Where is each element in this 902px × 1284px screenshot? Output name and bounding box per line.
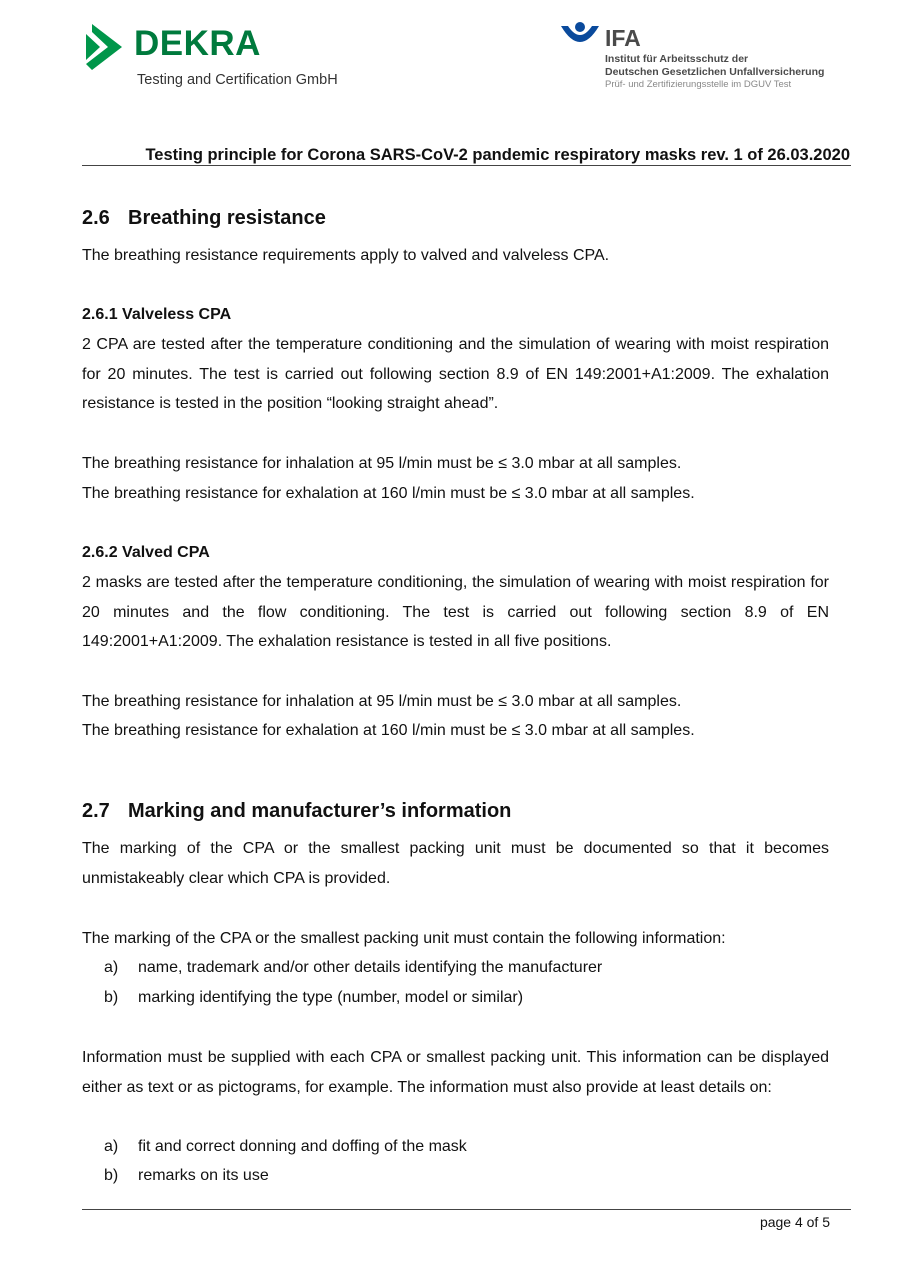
list-marker: a)	[104, 1138, 119, 1155]
ifa-logo-mark-icon	[559, 22, 601, 52]
section-number: 2.6	[82, 207, 110, 229]
document-header-title: Testing principle for Corona SARS-CoV-2 pandemic respiratory masks rev. 1 of 26.03.2020	[145, 146, 850, 164]
ifa-logo-line-3: Prüf- und Zertifizierungsstelle im DGUV Test	[605, 79, 792, 90]
section-2-6-intro: The breathing resistance requirements apply to valved and valveless CPA.	[82, 247, 610, 264]
ifa-logo-wordmark: IFA	[605, 25, 641, 51]
section-2-7-paragraph-2: The marking of the CPA or the smallest packing unit must contain the following information:	[82, 930, 726, 947]
requirement-inhalation: The breathing resistance for inhalation at 95 l/min must be ≤ 3.0 mbar at all samples.	[82, 455, 682, 472]
list-item-text: marking identifying the type (number, model or similar)	[138, 989, 524, 1006]
subsection-2-6-1-paragraph: 2 CPA are tested after the temperature conditioning and the simulation of wearing with moist respiration for 20 minutes. The test is carried out following section 8.9 of EN 149:2001+A1:2009. The exhalation resistance is tested in the position “looking straight ahead”.	[82, 336, 829, 413]
requirement-exhalation: The breathing resistance for exhalation at 160 l/min must be ≤ 3.0 mbar at all samples.	[82, 485, 695, 502]
dekra-logo-mark-icon	[84, 24, 124, 70]
section-title: Breathing resistance	[128, 207, 326, 229]
list-item	[104, 988, 523, 1008]
list-item-text: remarks on its use	[138, 1167, 269, 1184]
requirement-exhalation: The breathing resistance for exhalation at 160 l/min must be ≤ 3.0 mbar at all samples.	[82, 722, 695, 739]
section-title: Marking and manufacturer’s information	[128, 800, 512, 822]
subsection-heading-2-6-1: 2.6.1 Valveless CPA	[82, 306, 232, 323]
section-2-7-paragraph-1: The marking of the CPA or the smallest packing unit must be documented so that it becomes unmistakeably clear which CPA is provided.	[82, 840, 829, 887]
list-item	[104, 1137, 467, 1157]
page-number: page 4 of 5	[759, 1214, 830, 1230]
section-number: 2.7	[82, 800, 110, 822]
list-marker: b)	[104, 989, 119, 1006]
section-heading-2-7	[82, 799, 511, 823]
section-heading-2-6	[82, 206, 326, 230]
header-divider	[82, 165, 851, 166]
dekra-logo-subtitle: Testing and Certification GmbH	[137, 72, 338, 88]
subsection-heading-2-6-2: 2.6.2 Valved CPA	[82, 544, 210, 561]
dekra-logo-wordmark: DEKRA	[134, 24, 261, 63]
ifa-logo-line-1: Institut für Arbeitsschutz der	[605, 53, 749, 65]
list-item	[104, 1166, 269, 1186]
list-marker: b)	[104, 1167, 119, 1184]
list-item	[104, 958, 602, 978]
list-marker: a)	[104, 959, 119, 976]
list-item-text: name, trademark and/or other details identifying the manufacturer	[138, 959, 603, 976]
ifa-logo-line-2: Deutschen Gesetzlichen Unfallversicherung	[605, 66, 825, 78]
footer-divider	[82, 1209, 851, 1210]
list-item-text: fit and correct donning and doffing of the mask	[138, 1138, 467, 1155]
subsection-2-6-2-paragraph: 2 masks are tested after the temperature conditioning, the simulation of wearing with moist respiration for 20 minutes and the flow conditioning. The test is carried out following section 8.9 of EN 149:2001+A1:2009. The exhalation resistance is tested in all five positions.	[82, 574, 829, 651]
requirement-inhalation: The breathing resistance for inhalation at 95 l/min must be ≤ 3.0 mbar at all samples.	[82, 693, 682, 710]
section-2-7-paragraph-3: Information must be supplied with each CPA or smallest packing unit. This information can be displayed either as text or as pictograms, for example. The information must also provide at least details on:	[82, 1049, 829, 1096]
